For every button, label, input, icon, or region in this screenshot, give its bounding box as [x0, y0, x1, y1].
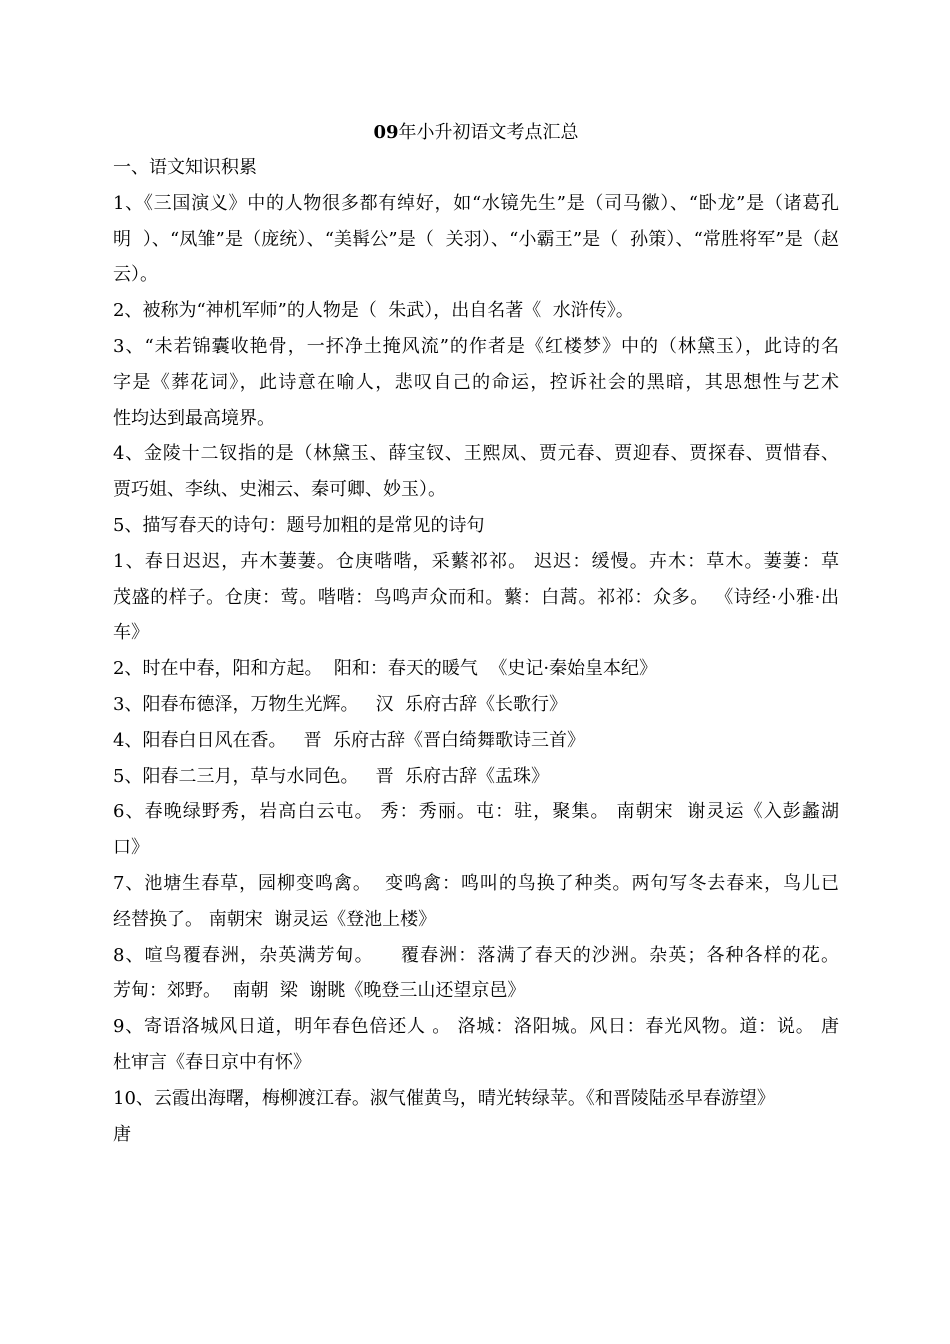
text-line: 芳甸：郊野。 南朝 梁 谢眺《晚登三山还望京邑》: [113, 980, 526, 1002]
text-line: 2、时在中春，阳和方起。 阳和：春天的暖气 《史记·秦始皇本纪》: [113, 658, 658, 680]
text-line: 杜审言《春日京中有怀》: [113, 1051, 311, 1073]
text-line: 性均达到最高境界。: [113, 407, 275, 429]
text-line: 9、寄语洛城风日道，明年春色倍还人 。 洛城：洛阳城。风日：春光风物。道：说。 唐: [113, 1016, 839, 1038]
text-line: 8、喧鸟覆春洲，杂英满芳甸。 覆春洲：落满了春天的沙洲。杂英；各种各样的花。: [113, 944, 839, 966]
text-line: 10、云霞出海曙，梅柳渡江春。淑气催黄鸟，晴光转绿苹。《和晋陵陆丞早春游望》: [113, 1087, 775, 1109]
document-title: [113, 116, 839, 150]
text-line: 5、阳春二三月，草与水同色。 晋 乐府古辞《盂珠》: [113, 765, 550, 787]
text-line: 经替换了。 南朝宋 谢灵运《登池上楼》: [113, 908, 437, 930]
text-line: 字是《葬花词》，此诗意在喻人，悲叹自己的命运，控诉社会的黑暗，其思想性与艺术: [113, 371, 839, 393]
text-line: 明 ）、“凤雏”是（庞统）、“美髯公”是（ 关羽）、“小霸王”是（ 孙策）、“常胜将军”是（赵: [113, 228, 839, 250]
text-line: 茂盛的样子。仓庚：莺。喈喈：鸟鸣声众而和。蘩：白蒿。祁祁：众多。 《诗经·小雅·出: [113, 586, 839, 608]
text-line: 1、《三国演义》中的人物很多都有绰好，如“水镜先生”是（司马徽）、“卧龙”是（诸葛孔: [113, 192, 839, 214]
text-line: 5、描写春天的诗句：题号加粗的是常见的诗句: [113, 514, 485, 536]
text-line: 唐: [113, 1123, 131, 1145]
text-line: 贾巧姐、李纨、史湘云、秦可卿、妙玉）。: [113, 479, 446, 501]
text-line: 3、阳春布德泽，万物生光辉。 汉 乐府古辞《长歌行》: [113, 693, 568, 715]
text-line: 4、金陵十二钗指的是（林黛玉、薛宝钗、王熙凤、贾元春、贾迎春、贾探春、贾惜春、: [113, 443, 839, 465]
text-line: 口》: [113, 837, 149, 859]
text-line: 2、被称为“神机军师”的人物是（ 朱武），出自名著《 水浒传》。: [113, 300, 634, 322]
text-line: 6、春晚绿野秀，岩高白云屯。 秀：秀丽。屯：驻，聚集。 南朝宋 谢灵运《入彭蠡湖: [113, 801, 839, 823]
title-text: 年小升初语文考点汇总: [398, 122, 579, 143]
text-line: 云）。: [113, 264, 158, 286]
text-line: 4、阳春白日风在香。 晋 乐府古辞《晋白绮舞歌诗三首》: [113, 729, 586, 751]
text-line: 一、语文知识积累: [113, 157, 257, 178]
text-line: 1、春日迟迟，卉木萋萋。仓庚喈喈，采蘩祁祁。 迟迟：缓慢。卉木：草木。萋萋：草: [113, 550, 839, 572]
text-line: 7、池塘生春草，园柳变鸣禽。 变鸣禽：鸣叫的鸟换了种类。两句写冬去春来，鸟儿已: [113, 872, 839, 894]
title-year: 09: [373, 122, 399, 143]
text-line: 车》: [113, 622, 149, 644]
document-body: [113, 150, 839, 1152]
document-page: [113, 116, 839, 1152]
text-line: 3、“未若锦囊收艳骨，一抔净土掩风流”的作者是《红楼梦》中的（林黛玉），此诗的名: [113, 335, 839, 357]
